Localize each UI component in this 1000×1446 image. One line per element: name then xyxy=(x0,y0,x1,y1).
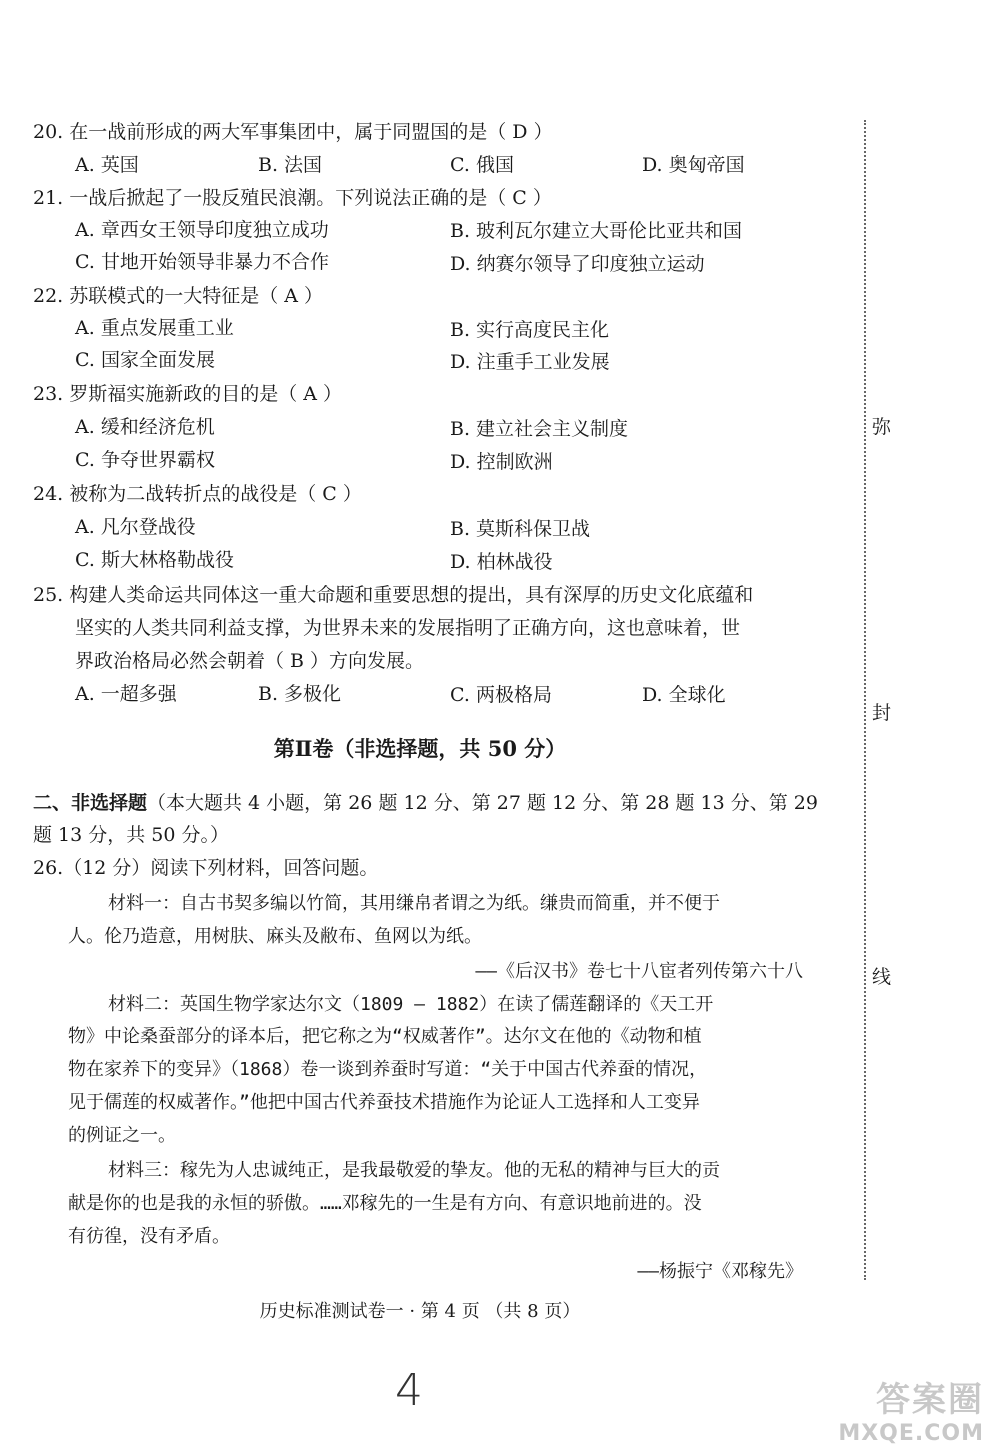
q25-option-a: A. 一超多强 xyxy=(75,683,177,705)
q23-option-b: B. 建立社会主义制度 xyxy=(450,418,629,440)
q20-option-c: C. 俄国 xyxy=(450,154,514,176)
q25-option-b: B. 多极化 xyxy=(258,683,342,705)
binding-dotted-line xyxy=(864,120,866,1280)
part2-heading-rest: （本大题共 4 小题，第 26 题 12 分、第 27 题 12 分、第 28 题 13 分、第 29 xyxy=(147,792,818,814)
question-24-stem: 24. 被称为二战转折点的战役是（ C ） xyxy=(33,483,362,505)
q20-option-d: D. 奥匈帝国 xyxy=(642,154,745,176)
material2-line4: 见于儒莲的权威著作。”他把中国古代养蚕技术措施作为论证人工选择和人工变异 xyxy=(68,1092,700,1113)
question-23-stem: 23. 罗斯福实施新政的目的是（ A ） xyxy=(33,383,343,405)
q23-option-a: A. 缓和经济危机 xyxy=(75,416,215,438)
part2-title: 第Ⅱ卷（非选择题，共 50 分） xyxy=(273,736,567,761)
question-25-stem-line1: 25. 构建人类命运共同体这一重大命题和重要思想的提出，具有深厚的历史文化底蕴和 xyxy=(33,584,754,606)
material1-line2: 人。伦乃造意，用树肤、麻头及敝布、鱼网以为纸。 xyxy=(68,926,482,947)
q20-option-b: B. 法国 xyxy=(258,154,323,176)
material1-source: ——《后汉书》卷七十八宦者列传第六十八 xyxy=(475,961,803,982)
material2-line5: 的例证之一。 xyxy=(68,1125,176,1146)
q25-option-d: D. 全球化 xyxy=(642,684,726,706)
q24-option-d: D. 柏林战役 xyxy=(450,551,553,573)
q21-option-d: D. 纳赛尔领导了印度独立运动 xyxy=(450,253,705,275)
question-25-stem-line3: 界政治格局必然会朝着（ B ）方向发展。 xyxy=(75,650,425,672)
q23-option-c: C. 争夺世界霸权 xyxy=(75,449,215,471)
question-20-stem: 20. 在一战前形成的两大军事集团中，属于同盟国的是（ D ） xyxy=(33,121,553,143)
q23-option-d: D. 控制欧洲 xyxy=(450,451,553,473)
q21-option-a: A. 章西女王领导印度独立成功 xyxy=(75,219,329,241)
part2-heading-line2: 题 13 分，共 50 分。） xyxy=(33,824,230,846)
material2-line2: 物》中论桑蚕部分的译本后，把它称之为“权威著作”。达尔文在他的《动物和植 xyxy=(68,1026,702,1047)
part2-heading-bold: 二、非选择题 xyxy=(33,792,148,814)
q21-option-c: C. 甘地开始领导非暴力不合作 xyxy=(75,251,329,273)
material3-line1: 材料三：稼先为人忠诚纯正，是我最敬爱的挚友。他的无私的精神与巨大的贡 xyxy=(108,1160,720,1181)
question-22-stem: 22. 苏联模式的一大特征是（ A ） xyxy=(33,285,324,307)
q24-option-b: B. 莫斯科保卫战 xyxy=(450,518,591,540)
margin-char-xian: 线 xyxy=(872,966,892,988)
q21-option-b: B. 玻利瓦尔建立大哥伦比亚共和国 xyxy=(450,220,743,242)
material3-source: ——杨振宁《邓稼先》 xyxy=(637,1261,803,1282)
material2-line1: 材料二：英国生物学家达尔文（1809 — 1882）在读了儒莲翻译的《天工开 xyxy=(108,994,714,1015)
q24-option-c: C. 斯大林格勒战役 xyxy=(75,549,234,571)
part2-heading xyxy=(33,788,818,815)
material2-line3: 物在家养下的变异》（1868）卷一谈到养蚕时写道：“关于中国古代养蚕的情况， xyxy=(68,1059,708,1080)
material1-line1: 材料一：自古书契多编以竹简，其用缣帛者谓之为纸。缣贵而简重，并不便于 xyxy=(108,893,720,914)
question-26-stem: 26.（12 分）阅读下列材料，回答问题。 xyxy=(33,857,379,879)
q25-option-c: C. 两极格局 xyxy=(450,684,552,706)
q24-option-a: A. 凡尔登战役 xyxy=(75,516,196,538)
margin-char-mi: 弥 xyxy=(872,416,892,438)
margin-char-feng: 封 xyxy=(872,702,892,724)
q22-option-c: C. 国家全面发展 xyxy=(75,349,215,371)
material3-line3: 有彷徨，没有矛盾。 xyxy=(68,1226,230,1247)
q20-option-a: A. 英国 xyxy=(75,154,139,176)
page-footer: 历史标准测试卷一 · 第 4 页 （共 8 页） xyxy=(259,1301,581,1322)
q22-option-a: A. 重点发展重工业 xyxy=(75,317,234,339)
question-25-stem-line2: 坚实的人类共同利益支撑，为世界未来的发展指明了正确方向，这也意味着，世 xyxy=(75,617,741,639)
watermark-line2: MXQE.COM xyxy=(838,1421,984,1446)
question-21-stem: 21. 一战后掀起了一股反殖民浪潮。下列说法正确的是（ C ） xyxy=(33,187,552,209)
q22-option-b: B. 实行高度民主化 xyxy=(450,319,610,341)
watermark xyxy=(838,1372,984,1446)
handwritten-page-number: 4 xyxy=(395,1365,423,1416)
q22-option-d: D. 注重手工业发展 xyxy=(450,351,610,373)
material3-line2: 献是你的也是我的永恒的骄傲。……邓稼先的一生是有方向、有意识地前进的。没 xyxy=(68,1193,702,1214)
watermark-line1: 答案圈 xyxy=(876,1380,984,1420)
